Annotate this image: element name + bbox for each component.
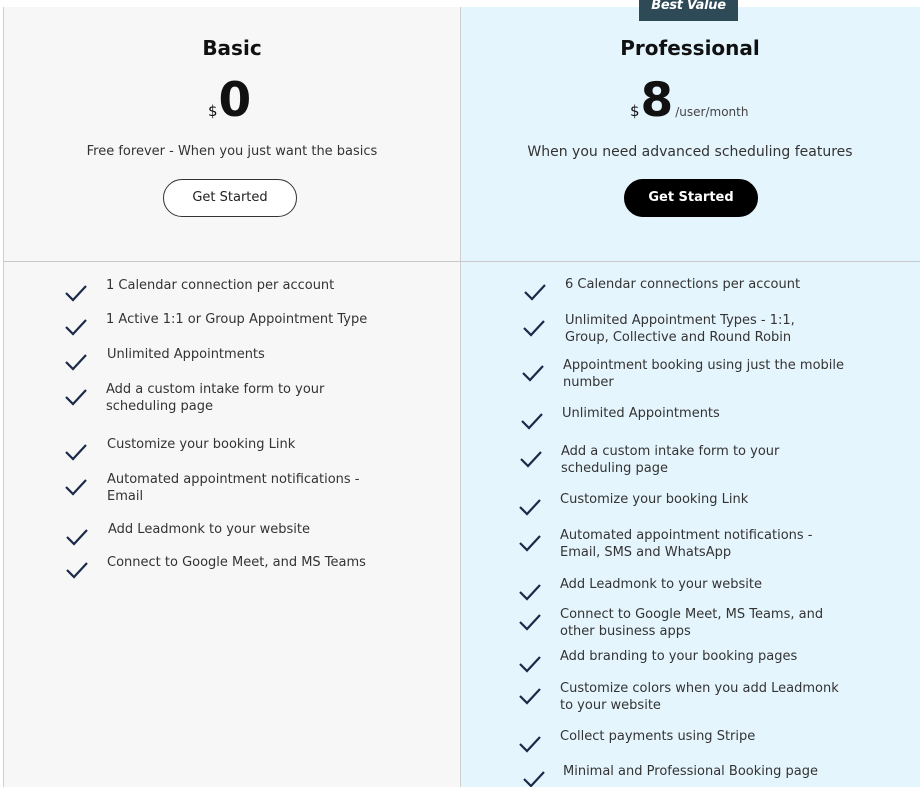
check-icon xyxy=(522,769,546,787)
check-icon xyxy=(65,527,89,547)
professional-price xyxy=(630,73,748,133)
check-icon xyxy=(521,363,545,383)
basic-tagline: Free forever - When you just want the basics xyxy=(86,144,378,159)
basic-plan-title: Basic xyxy=(202,36,262,60)
check-icon xyxy=(520,411,544,431)
header-divider xyxy=(3,261,920,262)
check-icon xyxy=(64,387,88,407)
check-icon xyxy=(64,283,88,303)
check-icon xyxy=(522,318,546,338)
basic-currency: $ xyxy=(208,102,218,120)
professional-get-started-button[interactable]: Get Started xyxy=(624,179,758,217)
check-icon xyxy=(518,612,542,632)
check-icon xyxy=(518,497,542,517)
check-icon xyxy=(523,282,547,302)
check-icon xyxy=(64,442,88,462)
basic-amount: 0 xyxy=(218,73,252,128)
check-icon xyxy=(64,352,88,372)
check-icon xyxy=(518,533,542,553)
professional-currency: $ xyxy=(630,102,640,120)
professional-plan-title: Professional xyxy=(620,36,760,60)
check-icon xyxy=(65,560,89,580)
professional-tagline: When you need advanced scheduling features xyxy=(527,144,853,160)
professional-amount: 8 xyxy=(640,73,674,128)
check-icon xyxy=(518,686,542,706)
basic-get-started-button[interactable]: Get Started xyxy=(163,179,297,217)
check-icon xyxy=(518,582,542,602)
best-value-badge: Best Value xyxy=(639,0,738,21)
check-icon xyxy=(518,734,542,754)
check-icon xyxy=(64,477,88,497)
pricing-page: Best Value Basic $0 Free forever - When you just want the basics Get Started Professional $8 /user/month When you need advanced scheduling features Get Started 1 Calendar connection per account 1 Active 1:1 or Group Appointment Type Unlimited Appointments Add a custom intake form to your scheduling page Customize your booking Link Automated appointment notifications - Email Add Leadmonk to your website Connect to Google Meet, and MS Teams 6 Calendar connections per account Unlimited Appointment Types - 1:1, Group, Collective and Round Robin Appointment booking using just the mobile number Unlimited Appointments Add a custom intake form to your scheduling page Customize your booking Link Automated appointment notifications - Email, SMS and WhatsApp Add Leadmonk to your website Connect to Google Meet, MS Teams, and other business apps Add branding to your booking pages Customize colors when you add Leadmonk to your website Collect payments using Stripe Minimal and Professional Booking page xyxy=(0,0,920,787)
basic-price xyxy=(208,73,251,133)
check-icon xyxy=(64,317,88,337)
check-icon xyxy=(519,449,543,469)
professional-period: /user/month xyxy=(675,105,749,119)
check-icon xyxy=(518,654,542,674)
